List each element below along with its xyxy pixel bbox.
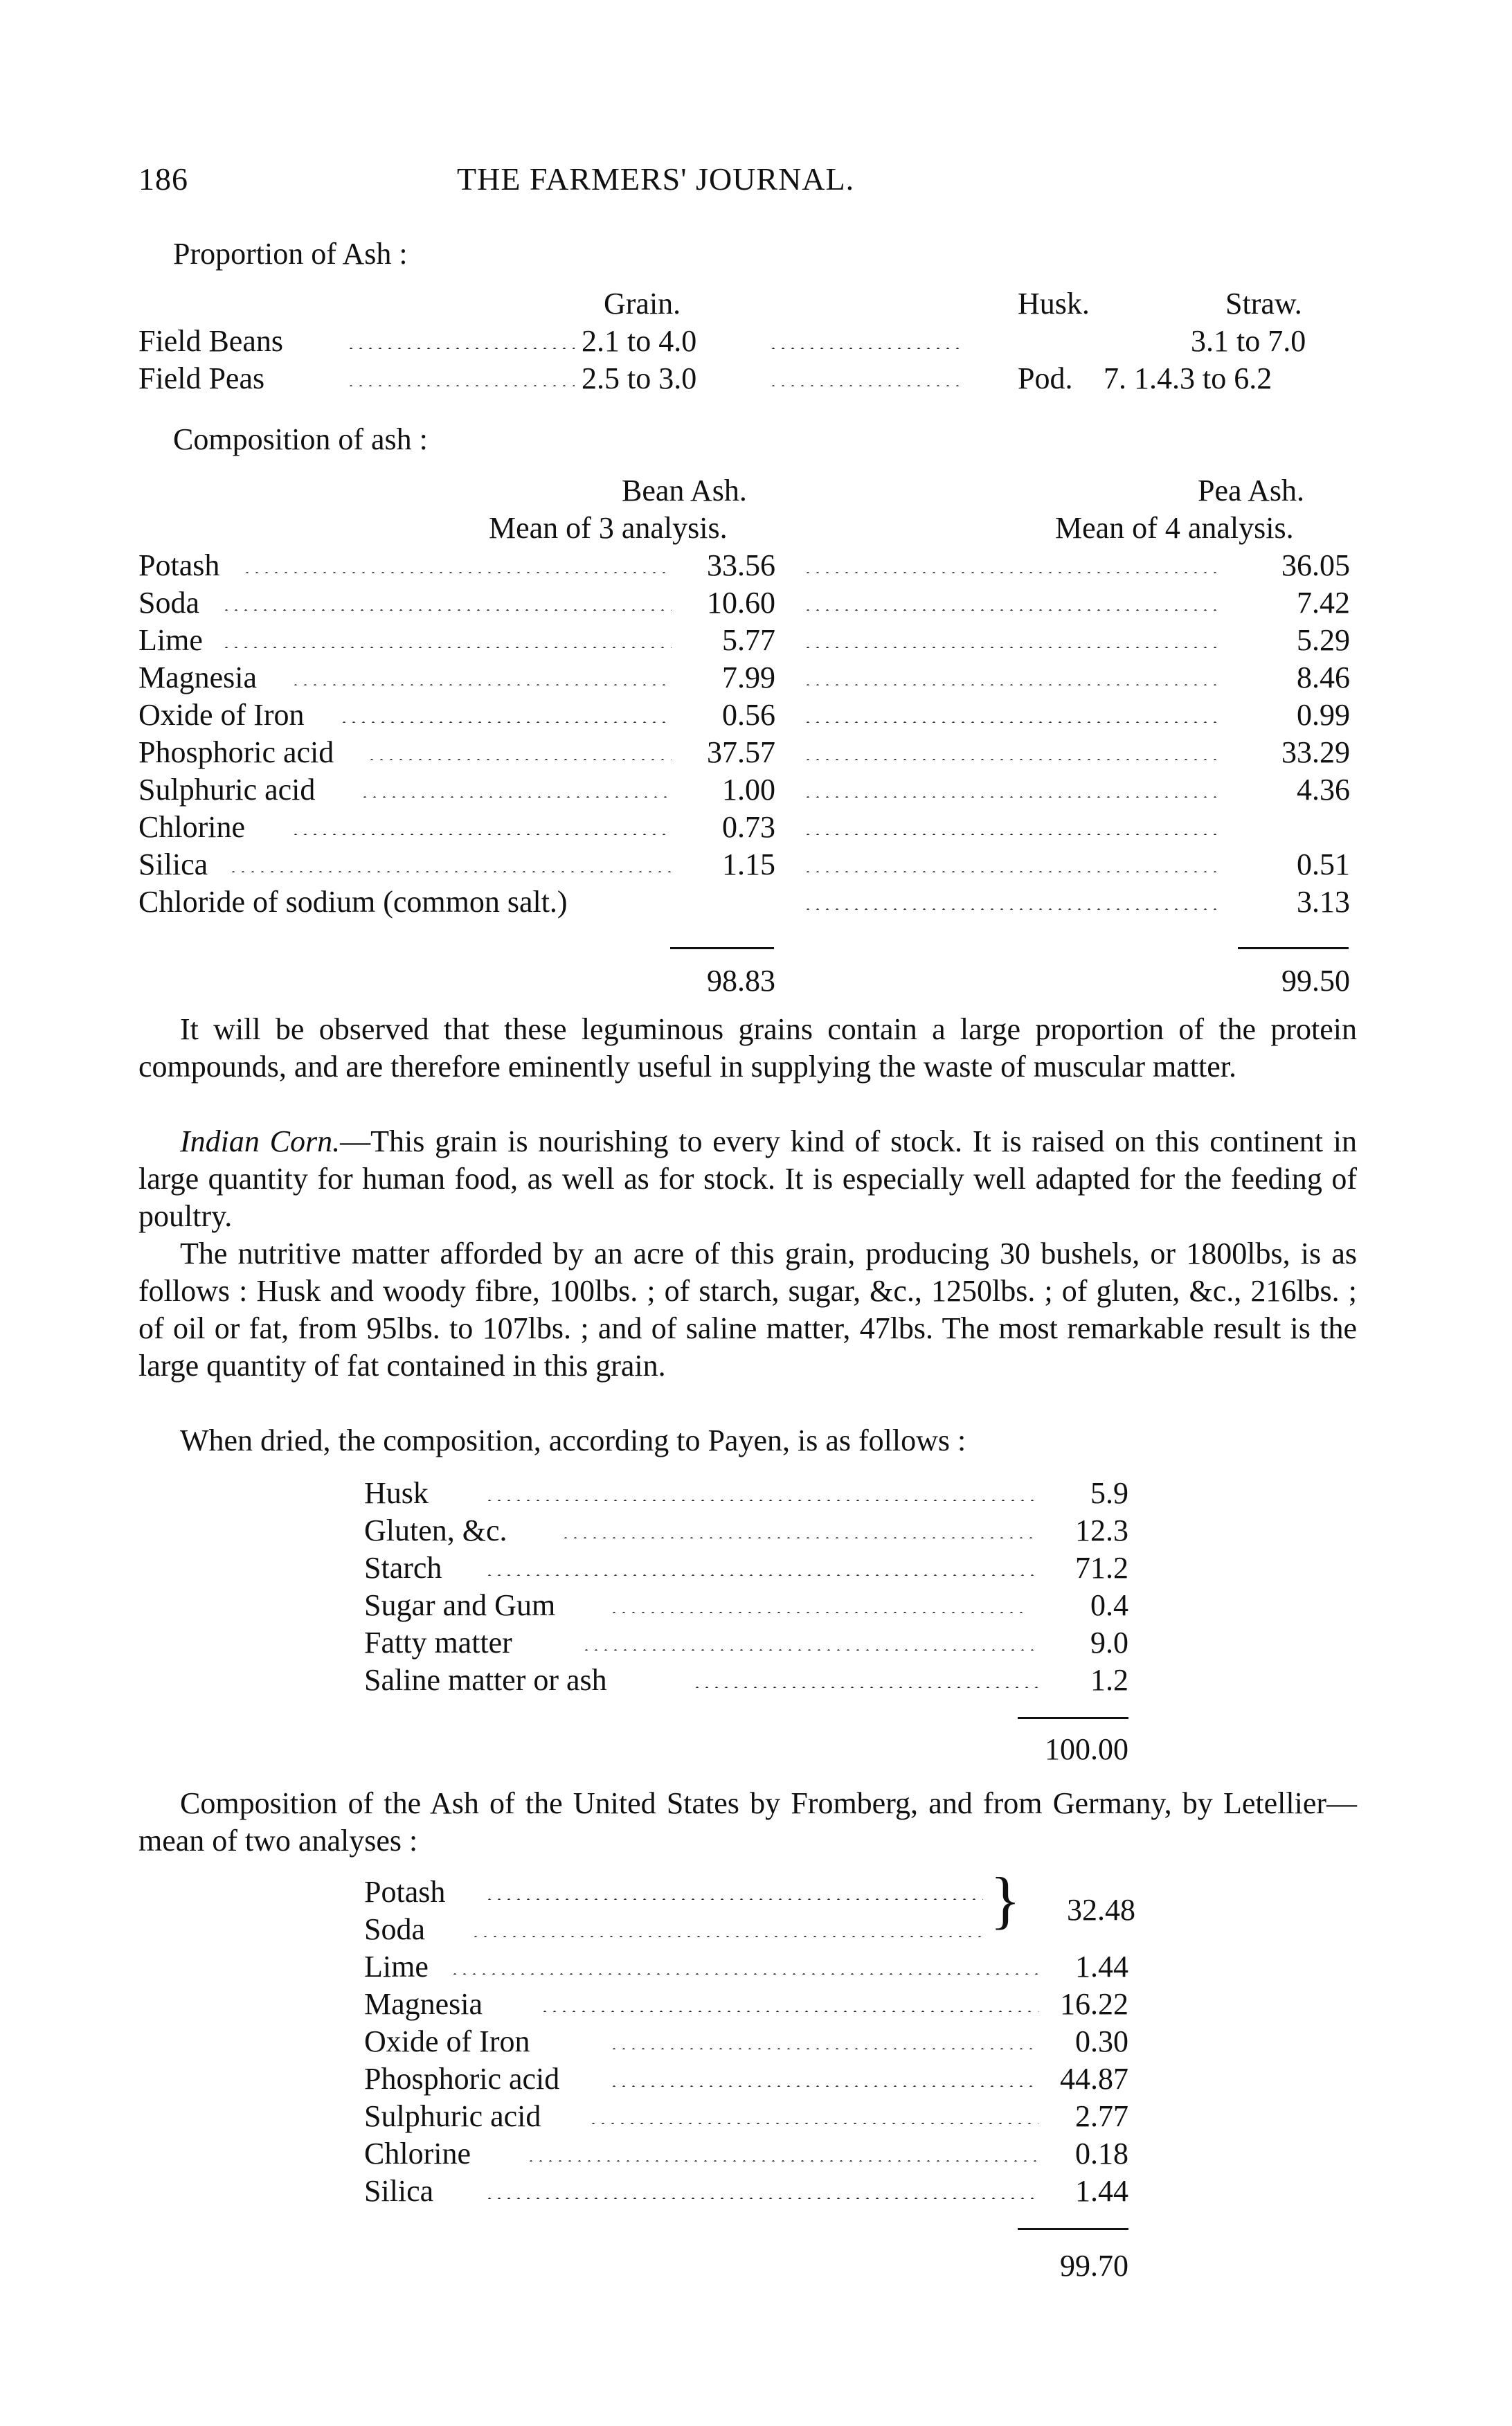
leader-dots	[561, 1537, 1038, 1538]
leader-dots	[526, 2160, 1038, 2162]
pea-value: 0.51	[1297, 847, 1350, 881]
leader-dots	[803, 908, 1218, 910]
paragraph-text: —This grain is nourishing to every kind of stock. It is raised on this continent in large quantity for human food, as well as for stock. It is especially well adapted for the feeding of poultry.	[138, 1124, 1357, 1233]
pea-value: 7.42	[1297, 586, 1350, 620]
row-value: 0.4	[1090, 1588, 1128, 1622]
row-label: Magnesia	[138, 661, 258, 694]
grain-value: 2.1 to 4.0	[582, 324, 697, 358]
pea-value: 33.29	[1281, 735, 1350, 769]
bean-value: 7.99	[722, 661, 775, 694]
row-label: Sulphuric acid	[364, 2099, 541, 2133]
leader-dots	[609, 2048, 1038, 2049]
row-value: 12.3	[1075, 1513, 1128, 1547]
potash-soda-value: 32.48	[1067, 1893, 1135, 1927]
pea-value: 3.13	[1297, 885, 1350, 919]
leader-dots	[367, 759, 672, 760]
row-label: Silica	[364, 2174, 434, 2208]
brace: }	[990, 1865, 1021, 1935]
leader-dots	[609, 2085, 1038, 2087]
us-ash-total: 99.70	[1060, 2249, 1128, 2283]
row-label: Saline matter or ash	[364, 1663, 607, 1697]
leader-dots	[485, 2198, 1038, 2199]
row-value: 44.87	[1060, 2062, 1128, 2096]
payen-total: 100.00	[1045, 1732, 1128, 1766]
leader-dots	[222, 647, 672, 648]
row-label: Lime	[138, 623, 203, 657]
bean-value: 1.00	[722, 773, 775, 807]
col-pea-ash: Pea Ash.	[1198, 474, 1304, 507]
leader-dots	[609, 1612, 1025, 1613]
leader-dots	[582, 1649, 1038, 1651]
leader-dots	[803, 609, 1218, 611]
row-label: Starch	[364, 1551, 442, 1585]
composition-heading: Composition of ash :	[173, 422, 428, 456]
row-label: Magnesia	[364, 1987, 483, 2021]
bean-value: 33.56	[707, 548, 775, 582]
row-label: Sugar and Gum	[364, 1588, 556, 1622]
row-label: Phosphoric acid	[364, 2062, 560, 2096]
row-label: Field Peas	[138, 361, 265, 395]
leader-dots	[485, 1574, 1038, 1576]
leader-dots	[803, 796, 1218, 798]
page-number: 186	[138, 161, 188, 197]
col-pea-sub: Mean of 4 analysis.	[1055, 511, 1294, 545]
row-label: Fatty matter	[364, 1626, 512, 1660]
bean-value: 10.60	[707, 586, 775, 620]
journal-title: THE FARMERS' JOURNAL.	[457, 161, 855, 197]
leader-dots	[346, 385, 575, 386]
col-husk: Husk.	[1018, 287, 1090, 321]
leader-dots	[803, 759, 1218, 760]
leader-dots	[346, 348, 575, 349]
proportion-heading: Proportion of Ash :	[173, 237, 408, 271]
pea-value: 8.46	[1297, 661, 1350, 694]
row-value: 2.77	[1075, 2099, 1128, 2133]
bean-total: 98.83	[707, 964, 775, 998]
pea-value: 36.05	[1281, 548, 1350, 582]
leader-dots	[485, 1500, 1038, 1501]
leader-dots	[485, 1898, 983, 1900]
col-bean-ash: Bean Ash.	[622, 474, 747, 507]
grain-value: 2.5 to 3.0	[582, 361, 697, 395]
row-label: Silica	[138, 847, 208, 881]
leader-dots	[228, 871, 672, 872]
sum-rule	[670, 947, 774, 949]
row-value: 0.18	[1075, 2137, 1128, 2171]
row-label: Lime	[364, 1950, 429, 1984]
row-label: Sulphuric acid	[138, 773, 316, 807]
leader-dots	[360, 796, 672, 798]
leader-dots	[450, 1973, 1038, 1975]
bean-value: 0.73	[722, 810, 775, 844]
husk-value: Pod.	[1018, 361, 1073, 395]
row-value: 5.9	[1090, 1476, 1128, 1510]
leader-dots	[222, 609, 672, 611]
leader-dots	[768, 348, 962, 349]
sum-rule	[1018, 1717, 1128, 1719]
row-label: Husk	[364, 1476, 429, 1510]
row-value: 1.44	[1075, 1950, 1128, 1984]
paragraph-us-ash-intro	[138, 1785, 1357, 1860]
leader-dots	[588, 2123, 1038, 2124]
paragraph-text: It will be observed that these leguminous grains contain a large proportion of the protein compounds, and are therefore eminently useful in supplying the waste of muscular matter.	[138, 1012, 1357, 1084]
row-label: Phosphoric acid	[138, 735, 334, 769]
row-label: Potash	[364, 1875, 446, 1909]
leader-dots	[540, 2011, 1038, 2012]
pea-total: 99.50	[1281, 964, 1350, 998]
row-label: Potash	[138, 548, 220, 582]
leader-dots	[692, 1687, 1038, 1688]
leader-dots	[803, 871, 1218, 872]
leader-dots	[291, 684, 672, 685]
row-label: Soda	[138, 586, 199, 620]
row-label: Soda	[364, 1912, 425, 1946]
straw-value: 3.1 to 7.0	[1191, 324, 1306, 358]
row-value: 1.2	[1090, 1663, 1128, 1697]
pea-value: 5.29	[1297, 623, 1350, 657]
paragraph-text: The nutritive matter afforded by an acre of this grain, producing 30 bushels, or 1800lbs, is as follows : Husk and woody fibre, 100lbs. ; of starch, sugar, &c., 1250lbs. ; of gluten, &c., 216lbs. ; of oil or fat, from 95lbs. to 107lbs. ; and of saline matter, 47lbs. The most remarkable result is the large quantity of fat contained in this grain.	[138, 1237, 1357, 1383]
paragraph-payen-intro	[138, 1422, 1357, 1459]
leader-dots	[471, 1936, 983, 1937]
leader-dots	[803, 572, 1218, 573]
leader-dots	[768, 385, 962, 386]
row-label: Gluten, &c.	[364, 1513, 507, 1547]
paragraph-leguminous	[138, 1011, 1357, 1086]
paragraph-nutritive	[138, 1235, 1357, 1385]
bean-value: 37.57	[707, 735, 775, 769]
col-grain: Grain.	[604, 287, 681, 321]
leader-dots	[291, 834, 672, 835]
paragraph-text: When dried, the composition, according to Payen, is as follows :	[180, 1423, 966, 1457]
pea-value: 0.99	[1297, 698, 1350, 732]
paragraph-indian-corn	[138, 1123, 1357, 1235]
col-bean-sub: Mean of 3 analysis.	[489, 511, 728, 545]
row-value: 0.30	[1075, 2024, 1128, 2058]
bean-value: 5.77	[722, 623, 775, 657]
leader-dots	[242, 572, 672, 573]
row-value: 71.2	[1075, 1551, 1128, 1585]
row-label: Chlorine	[364, 2137, 471, 2171]
straw-value: 7. 1.4.3 to 6.2	[1104, 361, 1272, 395]
pea-value: 4.36	[1297, 773, 1350, 807]
row-value: 16.22	[1060, 1987, 1128, 2021]
row-label: Oxide of Iron	[364, 2024, 530, 2058]
paragraph-text: Composition of the Ash of the United States by Fromberg, and from Germany, by Letellier—mean of two analyses :	[138, 1786, 1357, 1858]
bean-value: 1.15	[722, 847, 775, 881]
row-label: Chlorine	[138, 810, 245, 844]
row-label: Field Beans	[138, 324, 283, 358]
bean-value: 0.56	[722, 698, 775, 732]
col-straw: Straw.	[1225, 287, 1302, 321]
sum-rule	[1018, 2228, 1128, 2230]
leader-dots	[803, 647, 1218, 648]
row-label: Chloride of sodium (common salt.)	[138, 885, 568, 919]
sum-rule	[1238, 947, 1349, 949]
row-value: 9.0	[1090, 1626, 1128, 1660]
italic-heading: Indian Corn.	[180, 1124, 341, 1158]
leader-dots	[803, 834, 1218, 835]
leader-dots	[803, 684, 1218, 685]
row-value: 1.44	[1075, 2174, 1128, 2208]
row-label: Oxide of Iron	[138, 698, 305, 732]
leader-dots	[803, 721, 1218, 723]
leader-dots	[339, 721, 672, 723]
